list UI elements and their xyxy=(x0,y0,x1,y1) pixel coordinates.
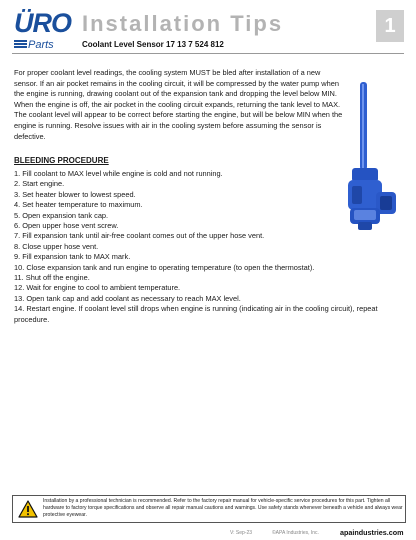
warning-triangle-icon xyxy=(18,500,38,518)
page-number-badge: 1 xyxy=(376,10,404,42)
step-item: 12. Wait for engine to cool to ambient temperature. xyxy=(14,283,181,293)
version-label: V: Sep-23 xyxy=(230,530,253,536)
copyright-label: ©APA Industries, Inc. xyxy=(272,530,319,536)
safety-notice-text: Installation by a professional technician is recommended. Refer to the factory repair manual for vehicle-specific service procedures for this part. Tighten all hardware to factory torque specifications and observe all repair manual cautions and warnings. Use safety stands whenever beneath a vehicle and always wear protective eyewear. xyxy=(43,498,403,519)
step-item: 8. Close upper hose vent. xyxy=(14,241,99,251)
step-item: 3. Set heater blower to lowest speed. xyxy=(14,189,136,199)
step-item: 2. Start engine. xyxy=(14,179,65,189)
step-item: 7. Fill expansion tank until air-free coolant comes out of the upper hose vent. xyxy=(14,231,265,241)
procedure-heading: BLEEDING PROCEDURE xyxy=(14,156,109,165)
step-item: 9. Fill expansion tank to MAX mark. xyxy=(14,252,131,262)
intro-paragraph: For proper coolant level readings, the cooling system MUST be bled after installation of a new sensor. If an air pocket remains in the cooling circuit, it will be compressed by the water pump when the engine is running, drawing coolant out of the expansion tank and dropping the level below MIN. When the engine is off, the air pocket in the cooling circuit expands, returning the tank level to MAX. The coolant level will appear to be correct before starting the engine, but will be below MIN when the engine is running. Resolve issues with air in the cooling system before assuming the sensor is defective. xyxy=(14,68,343,141)
step-item: 5. Open expansion tank cap. xyxy=(14,210,109,220)
header-divider xyxy=(12,53,404,54)
part-subtitle: Coolant Level Sensor 17 13 7 524 812 xyxy=(82,40,224,49)
step-item: 6. Open upper hose vent screw. xyxy=(14,221,119,231)
website-link[interactable]: apaindustries.com xyxy=(340,528,404,537)
logo-stripes xyxy=(14,40,27,50)
step-item: 11. Shut off the engine. xyxy=(14,273,90,283)
step-item: 10. Close expansion tank and run engine to operating temperature (to open the thermostat). xyxy=(14,262,315,272)
safety-notice-box xyxy=(12,495,406,523)
step-item: 14. Restart engine. If coolant level still drops when engine is running (indicating air in the cooling circuit), repeat procedure. xyxy=(14,304,378,324)
step-item: 4. Set heater temperature to maximum. xyxy=(14,200,143,210)
logo-main-text: ÜRO xyxy=(14,8,71,38)
page-title: Installation Tips xyxy=(82,11,284,36)
logo-sub-text: Parts xyxy=(28,39,54,51)
step-item: 1. Fill coolant to MAX level while engine is cold and not running. xyxy=(14,169,223,178)
procedure-steps xyxy=(14,169,404,325)
step-item: 13. Open tank cap and add coolant as necessary to reach MAX level. xyxy=(14,293,241,303)
uro-parts-logo xyxy=(14,8,74,58)
